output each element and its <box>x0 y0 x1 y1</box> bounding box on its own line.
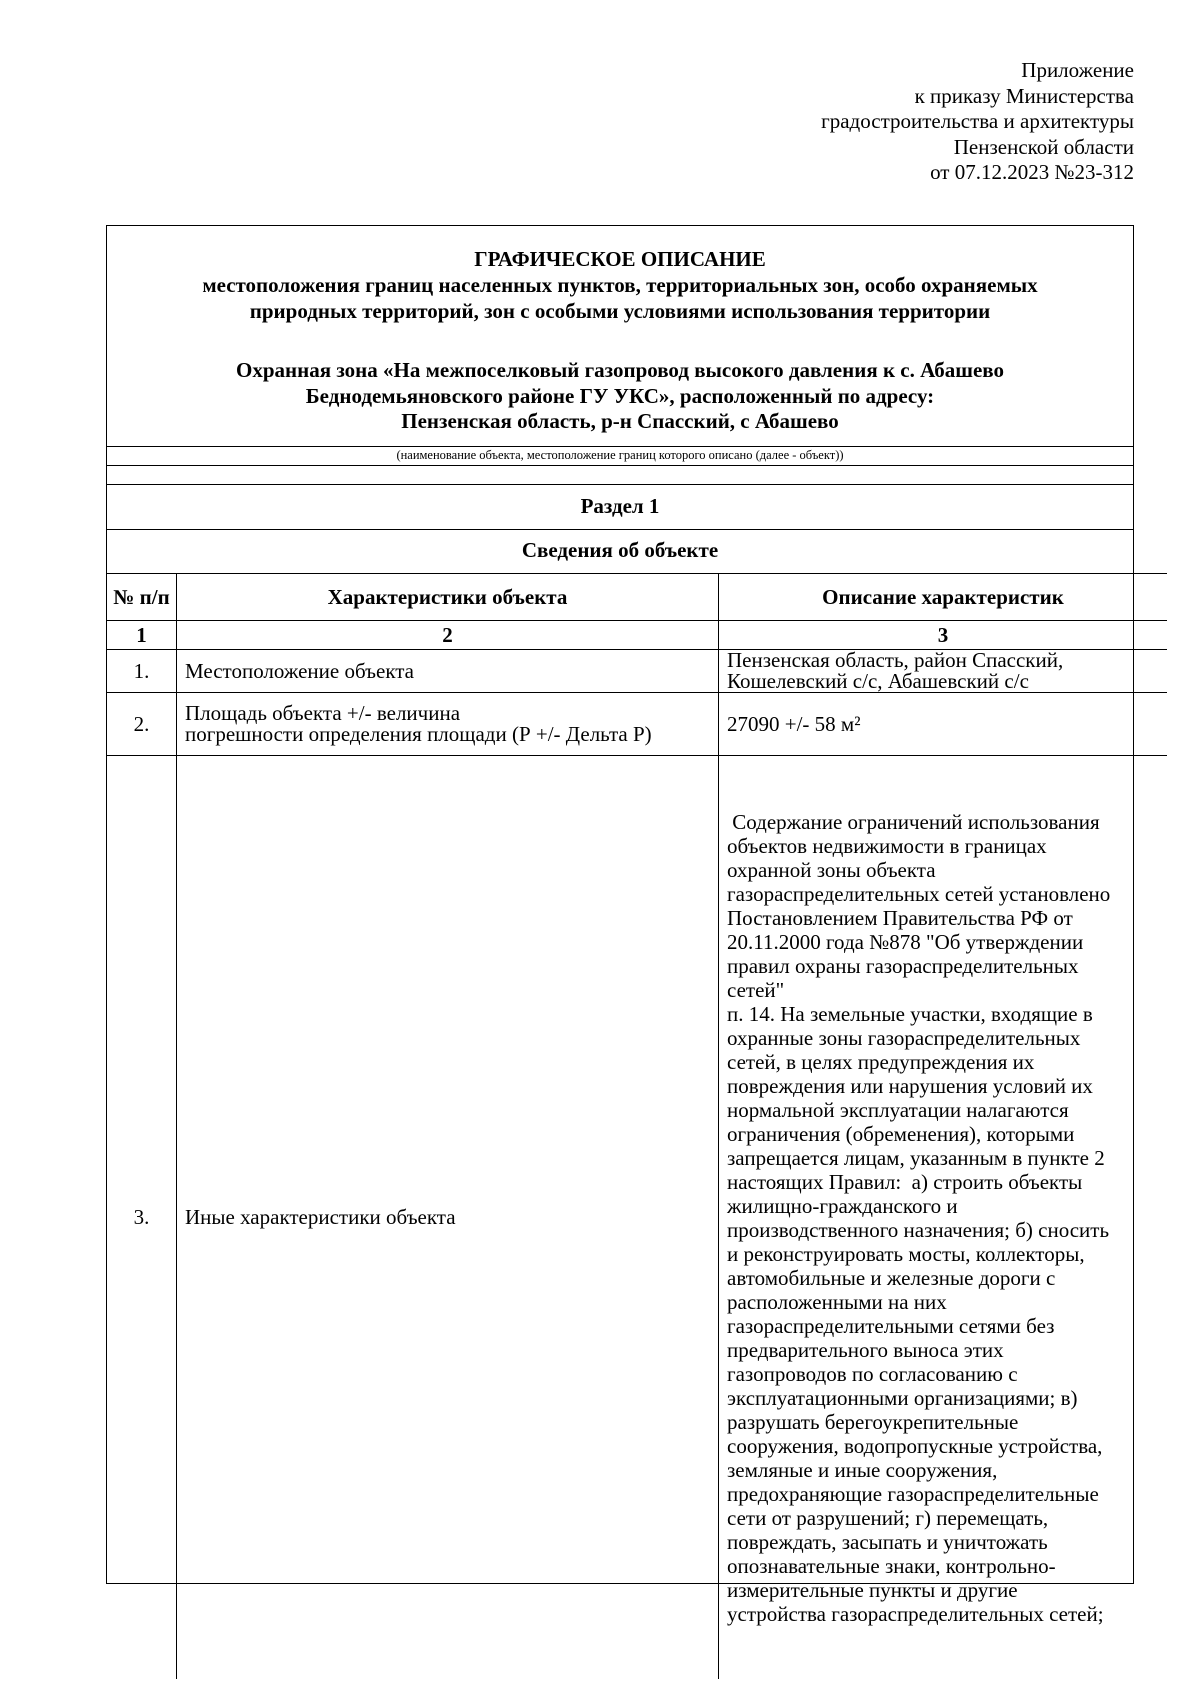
row-characteristic: Местоположение объекта <box>177 650 719 693</box>
document-subtitle <box>107 273 1133 324</box>
description-line: предохраняющие газораспределительные <box>727 1481 1099 1506</box>
row-description: 27090 +/- 58 м² <box>719 693 1168 756</box>
description-line: 20.11.2000 года №878 "Об утверждении <box>727 929 1084 954</box>
description-line: повреждения или нарушения условий их <box>727 1073 1093 1098</box>
description-line: устройства газораспределительных сетей; <box>727 1601 1104 1626</box>
appendix-header <box>821 58 1134 186</box>
row-characteristic: Иные характеристики объекта <box>177 756 719 1680</box>
description-line: автомобильные и железные дороги с <box>727 1265 1056 1290</box>
description-line: Кошелевский с/с, Абашевский с/с <box>727 669 1029 693</box>
description-line: эксплуатационными организациями; в) <box>727 1385 1078 1410</box>
description-line: измерительные пункты и другие <box>727 1577 1018 1602</box>
description-line: нормальной эксплуатации налагаются <box>727 1097 1069 1122</box>
subtitle-line: природных территорий, зон с особыми условиями использования территории <box>249 298 991 323</box>
description-line: газораспределительных сетей установлено <box>727 881 1111 906</box>
appendix-line: Приложение <box>1021 58 1134 82</box>
description-line: сети от разрушений; г) перемещать, <box>727 1505 1049 1530</box>
description-line: сооружения, водопропускные устройства, <box>727 1433 1103 1458</box>
spacer-row <box>107 465 1133 484</box>
column-number: 1 <box>107 621 177 650</box>
row-description <box>719 756 1168 1680</box>
description-line: п. 14. На земельные участки, входящие в <box>727 1001 1093 1026</box>
table-row <box>107 756 1167 1680</box>
description-line: производственного назначения; б) сносить <box>727 1217 1110 1242</box>
appendix-line: к приказу Министерства <box>914 83 1134 108</box>
description-line: Содержание ограничений использования <box>727 809 1100 834</box>
document-header <box>107 226 1133 446</box>
object-line: Охранная зона «На межпоселковый газопровод высокого давления к с. Абашево <box>236 358 1004 382</box>
object-line: Пензенская область, р-н Спасский, с Абашево <box>401 409 839 433</box>
column-number: 2 <box>177 621 719 650</box>
description-line: правил охраны газораспределительных <box>727 953 1079 978</box>
description-line: охранной зоны объекта <box>727 857 936 882</box>
row-characteristic <box>177 693 719 756</box>
description-line: Постановлением Правительства РФ от <box>727 905 1073 930</box>
column-number-row <box>107 621 1167 650</box>
object-line: Беднодемьяновского районе ГУ УКС», расположенный по адресу: <box>305 383 935 408</box>
table-row <box>107 693 1167 756</box>
row-description <box>719 650 1168 693</box>
description-line: объектов недвижимости в границах <box>727 833 1047 858</box>
section-subtitle: Сведения об объекте <box>107 529 1133 573</box>
table-row <box>107 650 1167 693</box>
description-line: ограничения (обременения), которыми <box>727 1121 1075 1146</box>
object-caption: (наименование объекта, местоположение границ которого описано (далее - объект)) <box>107 446 1133 465</box>
row-number: 3. <box>107 756 177 1680</box>
description-line: опознавательные знаки, контрольно- <box>727 1553 1056 1578</box>
appendix-line: градостроительства и архитектуры <box>821 109 1134 133</box>
description-line: запрещается лицам, указанным в пункте 2 <box>727 1145 1105 1170</box>
description-line: повреждать, засыпать и уничтожать <box>727 1529 1048 1554</box>
column-header-description: Описание характеристик <box>719 574 1168 621</box>
description-line: жилищно-гражданского и <box>727 1193 958 1218</box>
description-line: газораспределительными сетями без <box>727 1313 1055 1338</box>
description-line: охранные зоны газораспределительных <box>727 1025 1081 1050</box>
object-info-table <box>107 573 1167 1679</box>
object-name <box>107 358 1133 435</box>
characteristic-line: погрешности определения площади (Р +/- Дельта Р) <box>185 722 652 746</box>
section-title: Раздел 1 <box>107 484 1133 529</box>
description-line: и реконструировать мосты, коллекторы, <box>727 1241 1085 1266</box>
description-line: Пензенская область, район Спасский, <box>727 648 1064 672</box>
description-line: газопроводов по согласованию с <box>727 1361 1018 1386</box>
characteristic-line: Площадь объекта +/- величина <box>185 701 461 725</box>
description-line: земляные и иные сооружения, <box>727 1457 998 1482</box>
row-number: 1. <box>107 650 177 693</box>
table-header-row <box>107 574 1167 621</box>
description-line: сетей" <box>727 977 785 1002</box>
row-number: 2. <box>107 693 177 756</box>
subtitle-line: местоположения границ населенных пунктов, территориальных зон, особо охраняемых <box>202 273 1038 297</box>
description-line: сетей, в целях предупреждения их <box>727 1049 1035 1074</box>
appendix-line: от 07.12.2023 №23-312 <box>930 160 1134 184</box>
description-line: настоящих Правил: а) строить объекты <box>727 1169 1083 1194</box>
column-number: 3 <box>719 621 1168 650</box>
column-header-number: № п/п <box>107 574 177 621</box>
description-line: расположенными на них <box>727 1289 947 1314</box>
document-title: ГРАФИЧЕСКОЕ ОПИСАНИЕ <box>474 247 766 271</box>
column-header-characteristic: Характеристики объекта <box>177 574 719 621</box>
document-frame <box>106 225 1134 1626</box>
description-line: разрушать берегоукрепительные <box>727 1409 1019 1434</box>
appendix-line: Пензенской области <box>953 134 1134 159</box>
description-line: предварительного выноса этих <box>727 1337 1004 1362</box>
